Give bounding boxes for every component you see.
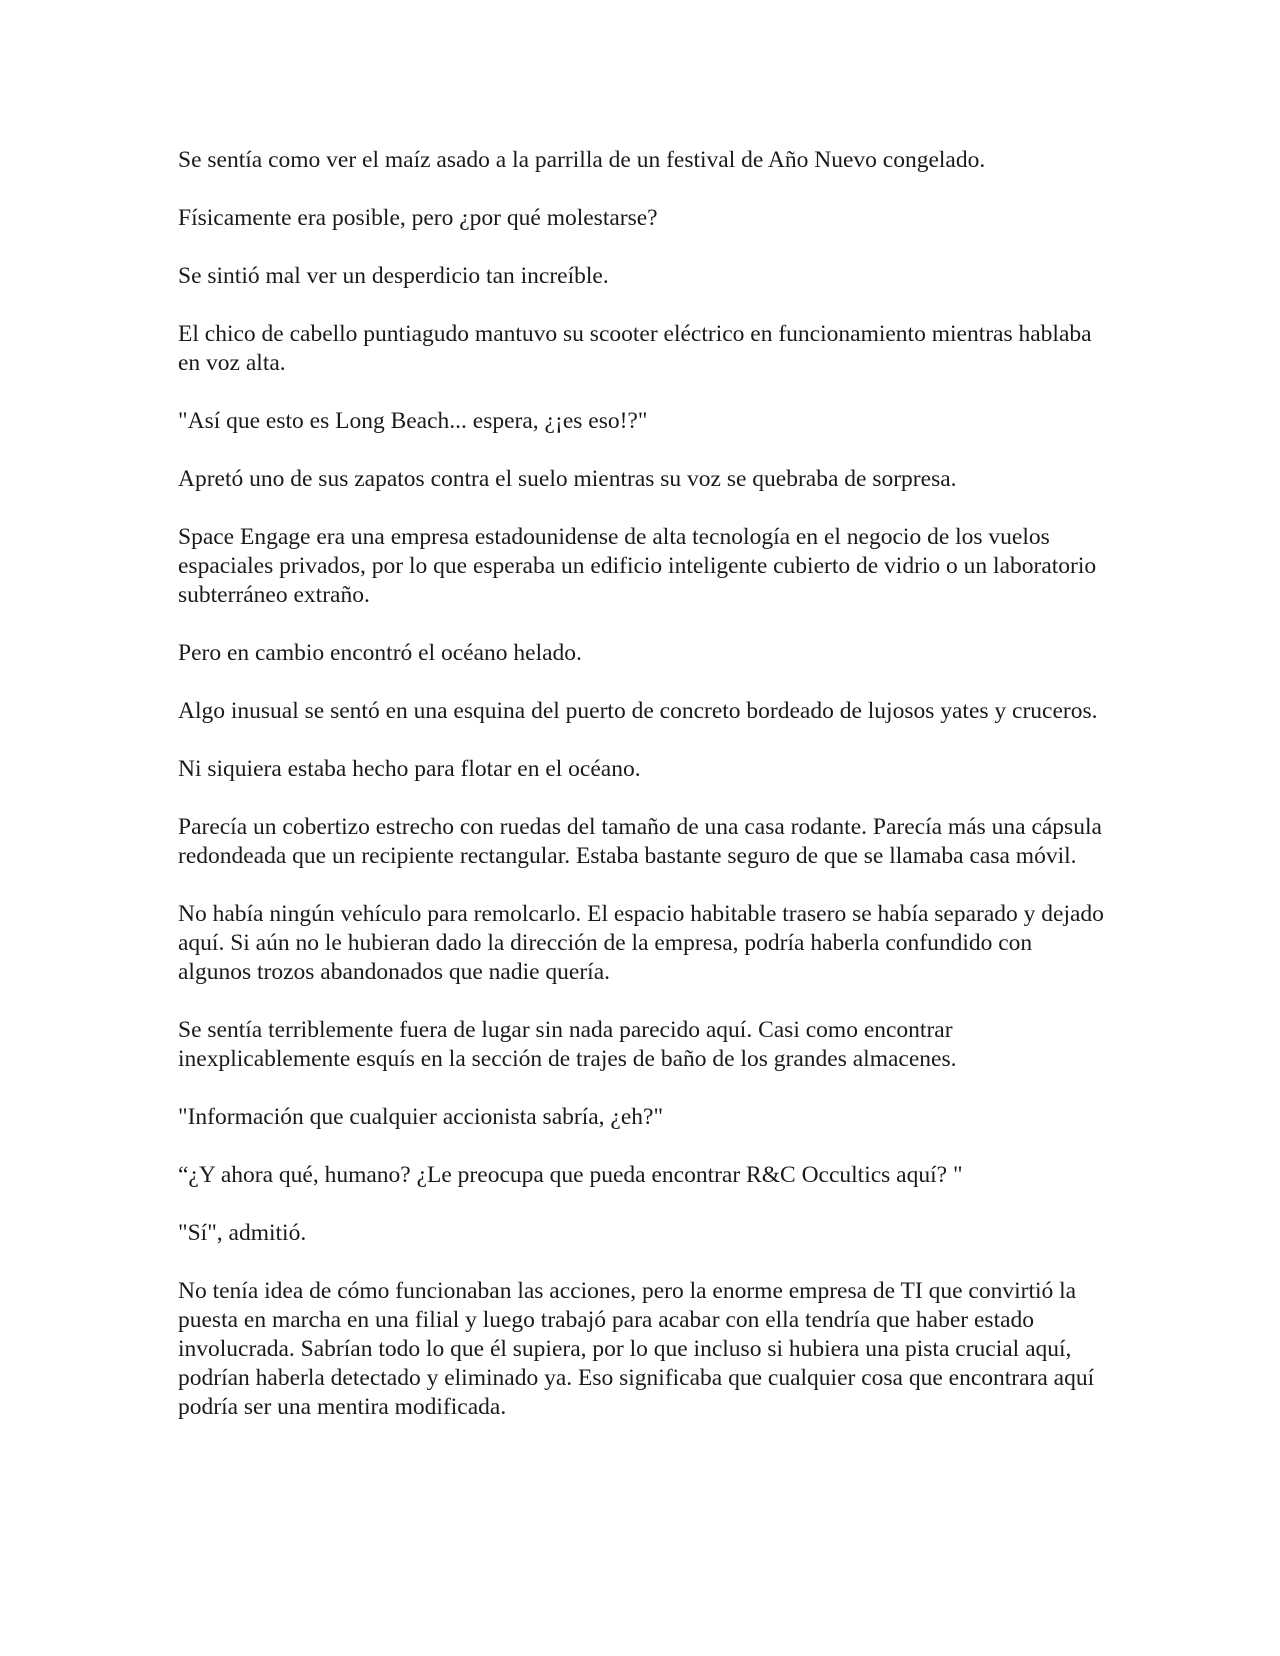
paragraph: No tenía idea de cómo funcionaban las acciones, pero la enorme empresa de TI que convirtió la puesta en marcha en una filial y luego trabajó para acabar con ella tendría que haber estado involucrada. Sabrían todo lo que él supiera, por lo que incluso si hubiera una pista crucial aquí, podrían haberla detectado y eliminado ya. Eso significaba que cualquier cosa que encontrara aquí podría ser una mentira modificada. — [178, 1278, 1095, 1420]
paragraph: Parecía un cobertizo estrecho con ruedas del tamaño de una casa rodante. Parecía más una cápsula redondeada que un recipiente rectangular. Estaba bastante seguro de que se llamaba casa móvil. — [178, 814, 1102, 869]
paragraph: Apretó uno de sus zapatos contra el suelo mientras su voz se quebraba de sorpresa. — [178, 466, 957, 492]
paragraph: Algo inusual se sentó en una esquina del puerto de concreto bordeado de lujosos yates y cruceros. — [178, 698, 1098, 724]
paragraph: Se sentía terriblemente fuera de lugar sin nada parecido aquí. Casi como encontrar inexplicablemente esquís en la sección de trajes de baño de los grandes almacenes. — [178, 1017, 957, 1072]
paragraph: El chico de cabello puntiagudo mantuvo su scooter eléctrico en funcionamiento mientras hablaba en voz alta. — [178, 321, 1092, 376]
paragraph: Pero en cambio encontró el océano helado. — [178, 640, 582, 666]
document-body — [178, 146, 1108, 1451]
paragraph: “¿Y ahora qué, humano? ¿Le preocupa que pueda encontrar R&C Occultics aquí? " — [178, 1162, 963, 1188]
paragraph: Space Engage era una empresa estadounidense de alta tecnología en el negocio de los vuelos espaciales privados, por lo que esperaba un edificio inteligente cubierto de vidrio o un laboratorio subterráneo extraño. — [178, 524, 1097, 608]
paragraph: Físicamente era posible, pero ¿por qué molestarse? — [178, 205, 658, 231]
paragraph: "Sí", admitió. — [178, 1220, 307, 1246]
paragraph: "Información que cualquier accionista sabría, ¿eh?" — [178, 1104, 664, 1130]
paragraph: Se sintió mal ver un desperdicio tan increíble. — [178, 263, 609, 289]
paragraph: No había ningún vehículo para remolcarlo. El espacio habitable trasero se había separado y dejado aquí. Si aún no le hubieran dado la dirección de la empresa, podría haberla confundido con algunos trozos abandonados que nadie quería. — [178, 901, 1104, 985]
paragraph: Se sentía como ver el maíz asado a la parrilla de un festival de Año Nuevo congelado. — [178, 147, 986, 173]
paragraph: Ni siquiera estaba hecho para flotar en el océano. — [178, 756, 641, 782]
paragraph: "Así que esto es Long Beach... espera, ¿¡es eso!?" — [178, 408, 648, 434]
